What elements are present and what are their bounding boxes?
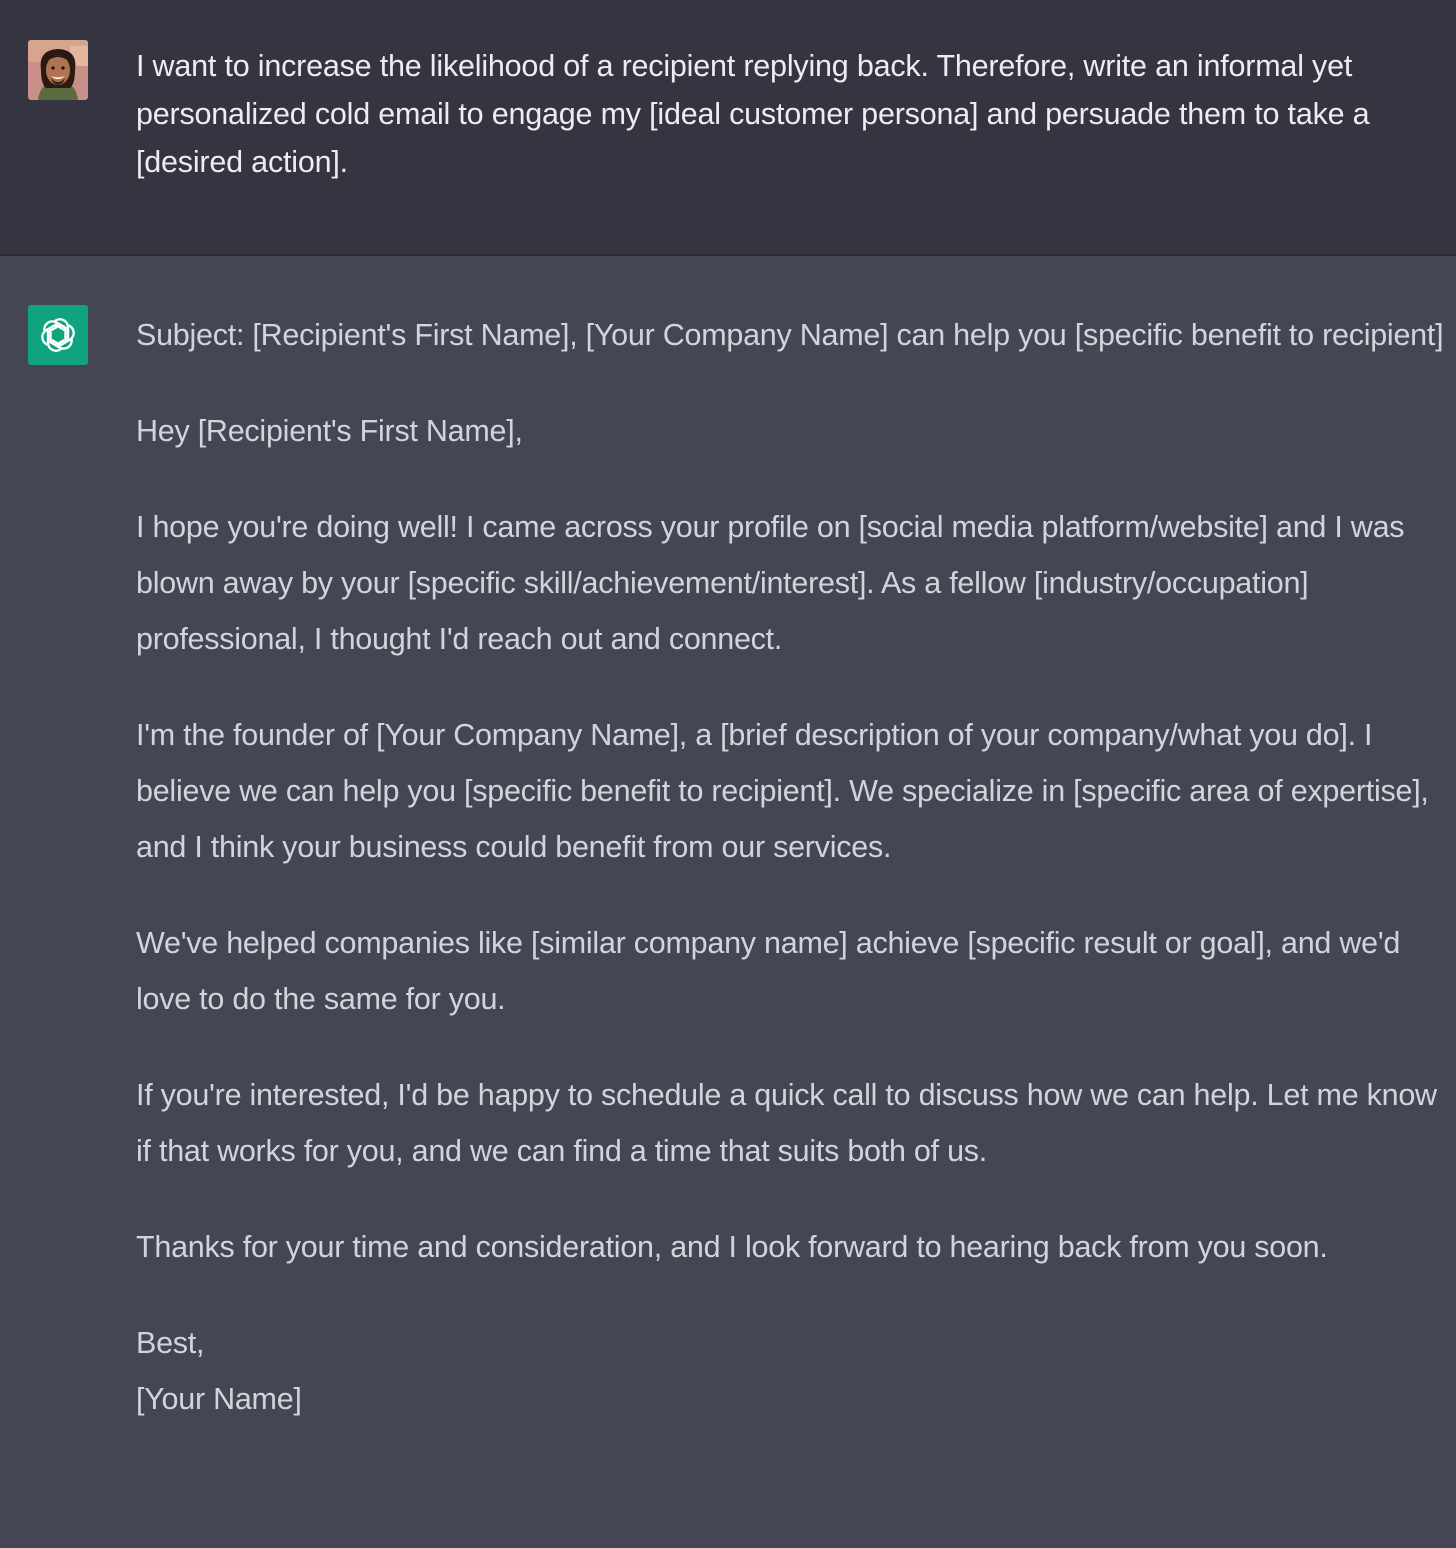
user-prompt-text: I want to increase the likelihood of a recipient replying back. Therefore, write an informal yet personalized cold email to engage my [ideal customer persona] and persuade them to take a [desired action]. (136, 49, 1370, 179)
user-avatar-photo-icon (28, 40, 88, 100)
assistant-avatar (28, 305, 88, 365)
openai-logo-icon (37, 314, 79, 356)
email-paragraph-founder: I'm the founder of [Your Company Name], a [brief description of your company/what you do]. I believe we can help you [specific benefit to recipient]. We specialize in [specific area of expertise], and I think your business could benefit from our services. (136, 718, 1429, 864)
assistant-message-row (0, 256, 1456, 1548)
email-closing: Best, (136, 1326, 205, 1360)
email-greeting: Hey [Recipient's First Name], (136, 414, 523, 448)
email-paragraph-intro: I hope you're doing well! I came across your profile on [social media platform/website] and I was blown away by your [specific skill/achievement/interest]. As a fellow [industry/occupation] professional, I thought I'd reach out and connect. (136, 510, 1405, 656)
email-subject: Subject: [Recipient's First Name], [Your Company Name] can help you [specific benefit to recipient] (136, 318, 1444, 352)
user-avatar (28, 40, 88, 100)
email-signature: [Your Name] (136, 1382, 302, 1416)
email-signoff (136, 1315, 1446, 1427)
user-message-row (0, 0, 1456, 256)
email-paragraph-thanks: Thanks for your time and consideration, and I look forward to hearing back from you soon. (136, 1230, 1328, 1264)
assistant-reply-text (136, 307, 1446, 1427)
email-paragraph-call: If you're interested, I'd be happy to schedule a quick call to discuss how we can help. Let me know if that works for you, and we can find a time that suits both of us. (136, 1078, 1437, 1168)
email-paragraph-results: We've helped companies like [similar company name] achieve [specific result or goal], and we'd love to do the same for you. (136, 926, 1401, 1016)
